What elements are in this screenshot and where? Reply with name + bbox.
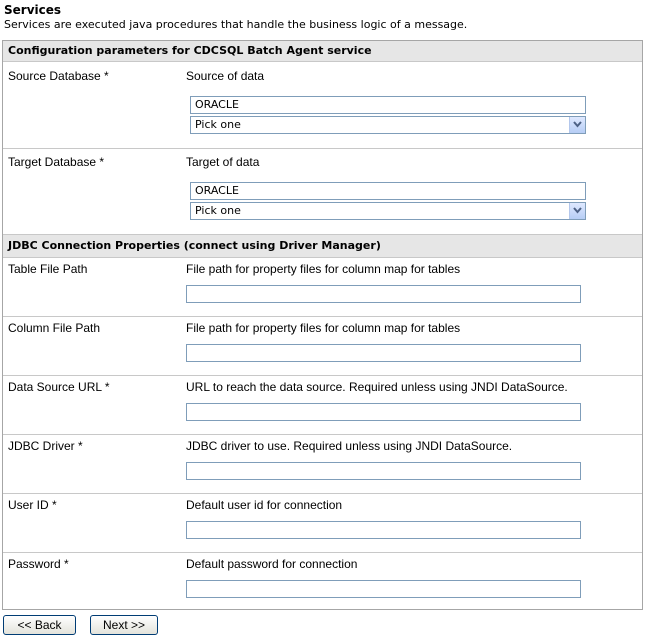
source-database-label: Source Database * (8, 69, 109, 83)
section-header-jdbc: JDBC Connection Properties (connect using Driver Manager) (3, 235, 642, 258)
password-row (3, 553, 642, 609)
target-database-select-value: Pick one (195, 204, 241, 217)
source-database-select[interactable] (190, 116, 586, 134)
back-button[interactable]: << Back (3, 615, 76, 635)
chevron-down-icon[interactable] (569, 203, 585, 219)
user-id-row (3, 494, 642, 553)
jdbc-driver-description: JDBC driver to use. Required unless using JNDI DataSource. (186, 439, 513, 453)
page-subtitle: Services are executed java procedures that handle the business logic of a message. (4, 18, 468, 31)
target-database-label: Target Database * (8, 155, 105, 169)
password-input[interactable] (186, 580, 581, 598)
target-database-select[interactable] (190, 202, 586, 220)
table-file-path-description: File path for property files for column map for tables (186, 262, 461, 276)
source-database-description: Source of data (186, 69, 265, 83)
table-file-path-label: Table File Path (8, 262, 88, 276)
source-database-select-value: Pick one (195, 118, 241, 131)
password-label: Password * (8, 557, 69, 571)
jdbc-driver-row (3, 435, 642, 494)
table-file-path-row (3, 258, 642, 317)
data-source-url-input[interactable] (186, 403, 581, 421)
jdbc-driver-input[interactable] (186, 462, 581, 480)
user-id-input[interactable] (186, 521, 581, 539)
target-database-input[interactable]: ORACLE (190, 182, 586, 200)
next-button[interactable]: Next >> (90, 615, 158, 635)
jdbc-driver-label: JDBC Driver * (8, 439, 83, 453)
data-source-url-description: URL to reach the data source. Required unless using JNDI DataSource. (186, 380, 568, 394)
source-database-input[interactable]: ORACLE (190, 96, 586, 114)
section-header-config: Configuration parameters for CDCSQL Batch Agent service (3, 41, 642, 62)
chevron-down-icon[interactable] (569, 117, 585, 133)
column-file-path-label: Column File Path (8, 321, 101, 335)
page-title: Services (4, 3, 62, 17)
user-id-label: User ID * (8, 498, 57, 512)
password-description: Default password for connection (186, 557, 358, 571)
config-panel (2, 40, 643, 610)
column-file-path-input[interactable] (186, 344, 581, 362)
column-file-path-description: File path for property files for column map for tables (186, 321, 461, 335)
target-database-row (3, 149, 642, 235)
table-file-path-input[interactable] (186, 285, 581, 303)
source-database-row (3, 62, 642, 149)
target-database-description: Target of data (186, 155, 260, 169)
data-source-url-label: Data Source URL * (8, 380, 110, 394)
data-source-url-row (3, 376, 642, 435)
user-id-description: Default user id for connection (186, 498, 343, 512)
column-file-path-row (3, 317, 642, 376)
